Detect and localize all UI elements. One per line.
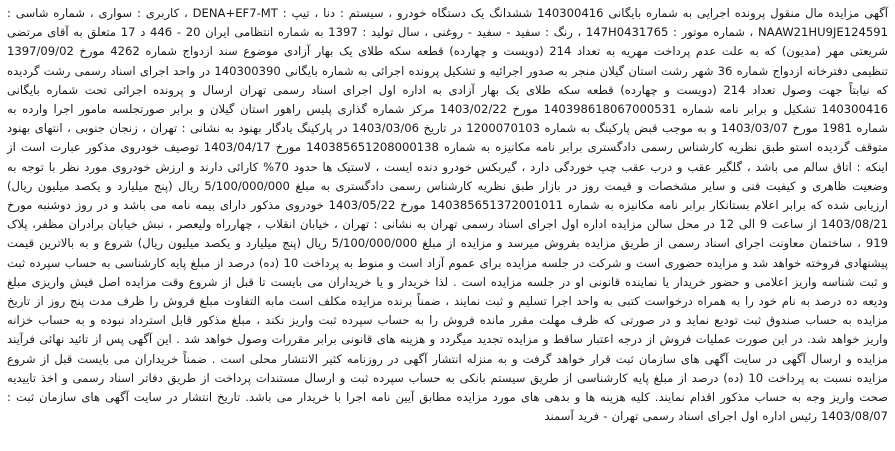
notice-body: آگهی مزایده مال منقول پرونده اجرایی به شماره بایگانی 140300416 ششدانگ یک دستگاه خودرو ، سیستم : دنا ، تیپ : DENA+EF7-MT ، کاربری : سواری ، شماره شاسی : NAAW21HU9JE124591 ، شماره موتور : 147H0431765 ، رنگ : سفید - سفید - روغنی ، سال تولید : 1397 به شماره انتظامی ایران 20 - 446 د 17 متعلق به آقای مرتضی شریعتی مهر (مدیون) که به علت عدم پرداخت مهریه به تعداد 214 (دویست و چهارده) قطعه سکه طلای یک بهار آزادی موضوع سند ازدواج شماره 4262 مورخ 1397/09/02 تنظیمی دفترخانه ازدواج شماره 36 شهر رشت استان گیلان منجر به صدور اجرائیه و تشکیل پرونده اجرائی به شماره بایگانی 140300390 در واحد اجرای اسناد رسمی رشت گردیده که نیابتاً جهت وصول تعداد 214 (دویست و چهارده) قطعه سکه طلای یک بهار آزادی به اداره اول اجرای اسناد رسمی تهران ارسال و پرونده اجرائی تحت شماره بایگانی 140300416 تشکیل و برابر نامه شماره 140398618067000531 مورخ 1403/02/22 مرکز شماره گذاری پلیس راهور استان گیلان و برابر صورتجلسه مامور اجرا وارده به شماره 1981 مورخ 1403/03/07 و به موجب قبض پارکینگ به شماره 1200070103 در تاریخ 1403/03/06 در پارکینگ یادگار بهنود به نشانی : تهران ، زنجان جنوبی ، انتهای بهنود متوقف گردیده استو طبق نظریه کارشناس رسمی دادگستری برابر نامه مکانیزه به شماره 140385651208000138 مورخ 1403/04/17 توصیف خودروی مذکور عبارت است از اینکه : اتاق سالم می باشد ، گلگیر عقب و درب عقب چپ خوردگی دارد ، گیربکس خودرو دنده ایست ، لاستیک ها حدود 70% کارائی دارند و ارزش خودروی مورد نظر با توجه به وضعیت ظاهری و کیفیت فنی و سایر مشخصات و قیمت روز در بازار طبق نظریه کارشناس رسمی دادگستری به مبلغ 5/100/000/000 ریال (پنج میلیارد و یکصد میلیون ریال) ارزیابی شده که برابر اعلام بستانکار برابر نامه مکانیزه به شماره 140385651372001011 مورخ 1403/05/22 خودروی مذکور دارای بیمه نامه می باشد و در روز دوشنبه مورخ 1403/08/21 از ساعت 9 الی 12 در محل سالن مزایده اداره اول اجرای اسناد رسمی تهران به نشانی : تهران ، خیابان انقلاب ، چهارراه ولیعصر ، نبش خیابان برادران مظفر، پلاک 919 ، ساختمان معاونت اجرای اسناد رسمی از طریق مزایده بفروش میرسد و مزایده از مبلغ 5/100/000/000 ریال (پنج میلیارد و یکصد میلیون ریال) شروع و به بالاترین قیمت پیشنهادی فروخته خواهد شد و مزایده حضوری است و شرکت در جلسه مزایده برای عموم آزاد است و منوط به پرداخت 10 (ده) درصد از مبلغ پایه کارشناسی به حساب سپرده ثبت و ثبت شناسه واریز اعلامی و حضور خریدار یا نماینده قانونی او در جلسه مزایده است . لذا خریدار و یا خریداران می بایست تا قبل از شروع وقت مزایده اصل فیش واریزی مبلغ ودیعه ده درصد به نام خود را به همراه درخواست کتبی به واحد اجرا تسلیم و ثبت نمایند ، ضمناً برنده مزایده مکلف است مابه التفاوت مبلغ فروش را ظرف مدت پنج روز از تاریخ مزایده به حساب صندوق ثبت تودیع نماید و در صورتی که ظرف مهلت مقرر مانده فروش را به حساب سپرده ثبت واریز نکند ، مبلغ مذکور قابل استرداد نبوده و به حساب خزانه واریز خواهد شد. در این صورت عملیات فروش از درجه اعتبار ساقط و مزایده تجدید میگردد و هزینه های قانونی برابر مقررات وصول خواهد شد . این آگهی پس از تائید نهائی فرآیند مزایده و ارسال آگهی در سایت آگهی های سازمان ثبت قرار خواهد گرفت و به منزله انتشار آگهی در روزنامه کثیر الانتشار محلی است . ضمناً خریداران می بایست قبل از شروع مزایده نسبت به پرداخت 10 (ده) درصد از مبلغ پایه کارشناسی از طریق سیستم بانکی به حساب سپرده ثبت و ارسال مستندات پرداخت از طریق دفاتر اسناد رسمی و اخذ تاییدیه صحت واریز وجه به حساب مذکور اقدام نمایند. کلیه هزینه ها و بدهی های مورد مزایده مطابق آیین نامه اجرا با خریدار می باشد. تاریخ انتشار در سایت آگهی های سازمان ثبت : 1403/08/07 رئیس اداره اول اجرای اسناد رسمی تهران - فرید آسمند bbox=[7, 6, 889, 424]
